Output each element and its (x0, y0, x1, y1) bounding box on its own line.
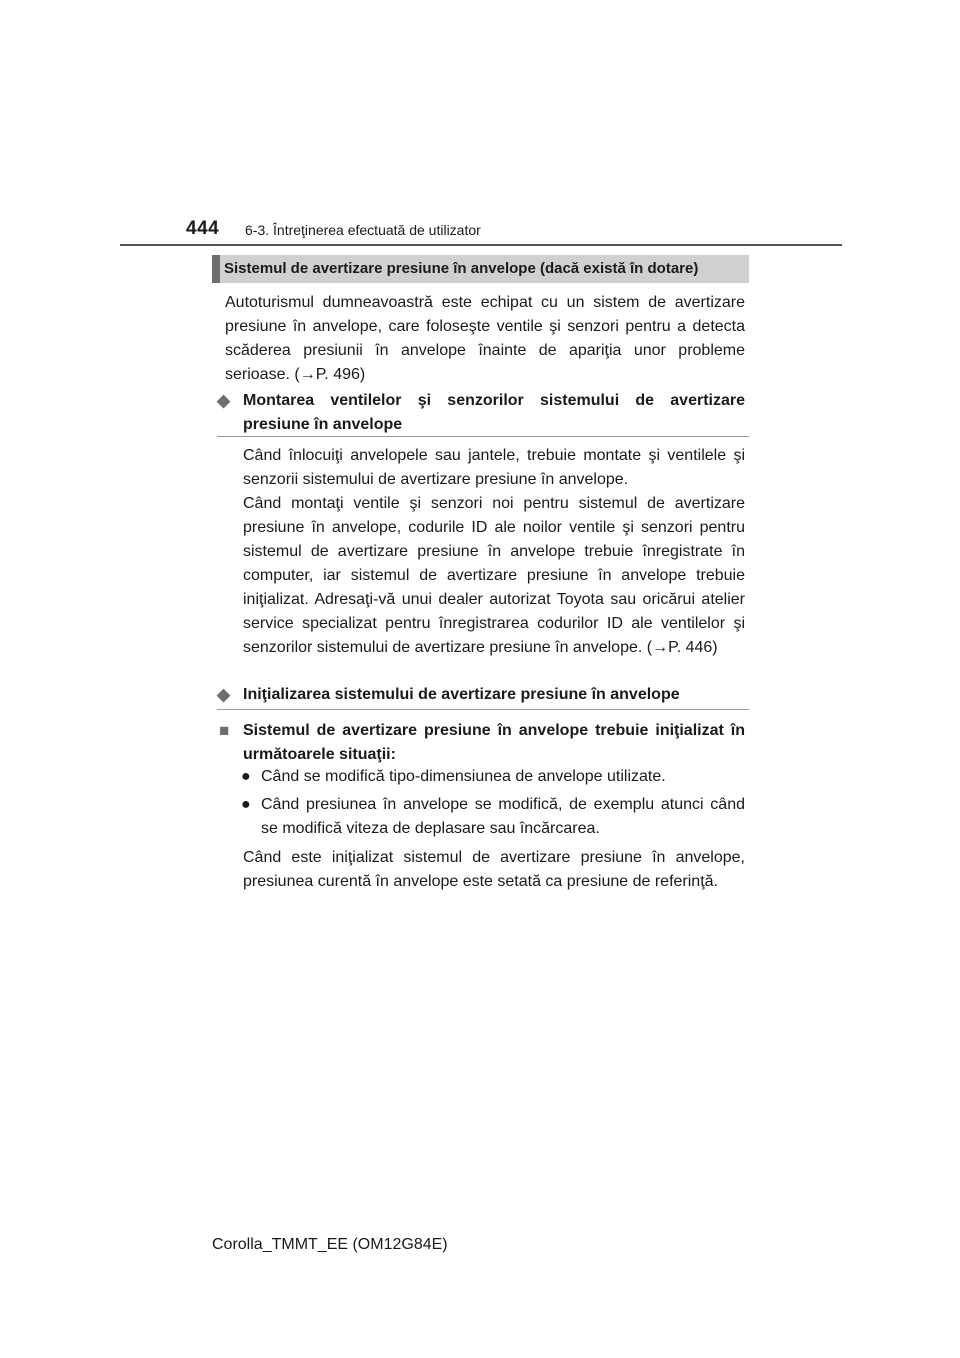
subsection1-paragraph1: Când înlocuiţi anvelopele sau jantele, trebuie montate şi ventilele şi senzorii sistemului de avertizare presiune în anvelope. (243, 447, 745, 488)
subsection2-heading (217, 683, 745, 707)
page-number: 444 (186, 218, 220, 239)
subsection1-title: Montarea ventilelor şi senzorilor sistemului de avertizare presiune în anvelope (243, 392, 745, 433)
section-heading: Sistemul de avertizare presiune în anvelope (dacă există în dotare) (212, 255, 749, 283)
list-item (241, 765, 745, 789)
subsection1-rule (217, 436, 749, 437)
list-item (241, 793, 745, 841)
square-heading (219, 719, 745, 767)
footer: Corolla_TMMT_EE (OM12G84E) (212, 1236, 448, 1253)
circle-bullet-icon: ● (241, 796, 251, 813)
header-rule (120, 244, 842, 246)
list-item-text: Când se modifică tipo-dimensiunea de anvelope utilizate. (261, 768, 666, 785)
intro-paragraph: Autoturismul dumneavoastră este echipat cu un sistem de avertizare presiune în anvelope, care foloseşte ventile şi senzori pentru a detecta scăderea presiunii în anvelope înainte de apariţia unor probleme serioase. (→P. 496) (225, 294, 745, 383)
circle-bullet-icon: ● (241, 768, 251, 785)
square-heading-text: Sistemul de avertizare presiune în anvelope trebuie iniţializat în următoarele situaţii: (243, 722, 745, 763)
list-item-text: Când presiunea în anvelope se modifică, de exemplu atunci când se modifică viteza de deplasare sau încărcarea. (261, 796, 745, 837)
closing-paragraph: Când este iniţializat sistemul de avertizare presiune în anvelope, presiunea curentă în anvelope este setată ca presiune de referinţă. (243, 849, 745, 890)
subsection2-title: Iniţializarea sistemului de avertizare presiune în anvelope (243, 686, 680, 703)
subsection2-rule (217, 709, 749, 710)
square-bullet-icon: ■ (219, 721, 230, 740)
subsection1-heading (217, 389, 745, 437)
diamond-bullet-icon: ◆ (217, 391, 231, 410)
section-label: 6-3. Întreţinerea efectuată de utilizator (245, 222, 481, 238)
diamond-bullet-icon: ◆ (217, 685, 231, 704)
subsection1-paragraph2: Când montaţi ventile şi senzori noi pentru sistemul de avertizare presiune în anvelope, codurile ID ale noilor ventile şi senzori pentru sistemul de avertizare presiune în anvelope trebuie înregistrate în computer, iar sistemul de avertizare presiune în anvelope trebuie iniţializat. Adresaţi-vă unui dealer autorizat Toyota sau oricărui atelier service specializat pentru înregistrarea codurilor ID ale ventilelor şi senzorilor sistemului de avertizare presiune în anvelope. (→P. 446) (243, 495, 745, 656)
